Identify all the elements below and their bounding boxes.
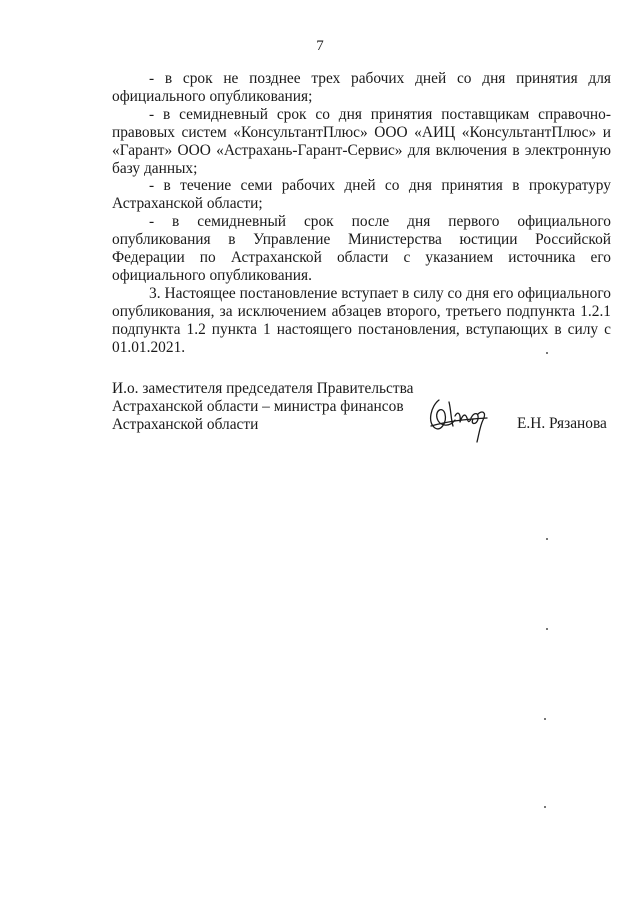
paragraph-entry-into-force: 3. Настоящее постановление вступает в силу со дня его официального опубликования, за исключением абзацев второго, третьего подпункта 1.2.1 подпункта 1.2 пункта 1 настоящего постановления, вступающих в силу с 01.01.2021.	[112, 284, 611, 356]
scan-speck	[546, 538, 548, 540]
paragraph-prosecutor: - в течение семи рабочих дней со дня принятия в прокуратуру Астраханской области;	[112, 177, 611, 213]
signatory-name: Е.Н. Рязанова	[517, 415, 607, 432]
signatory-title	[112, 380, 412, 434]
scan-speck	[546, 352, 548, 354]
paragraph-ministry-of-justice: - в семидневный срок после дня первого официального опубликования в Управление Министерства юстиции Российской Федерации по Астраханской области с указанием источника его официального опубликования.	[112, 213, 611, 284]
paragraph-publication-deadline: - в срок не позднее трех рабочих дней со дня принятия для официального опубликования;	[112, 70, 611, 105]
signatory-title-line: Астраханской области	[112, 415, 259, 433]
scan-speck	[546, 628, 548, 630]
signatory-title-line: И.о. заместителя председателя Правительства	[112, 380, 414, 397]
page-number: 7	[316, 38, 324, 54]
signatory-title-line: Астраханской области – министра финансов	[112, 397, 404, 415]
paragraph-legal-systems: - в семидневный срок со дня принятия поставщикам справочно-правовых систем «КонсультантПлюс» ООО «АИЦ «КонсультантПлюс» и «Гарант» ООО «Астрахань-Гарант-Сервис» для включения в электронную базу данных;	[112, 105, 611, 177]
body-text	[112, 70, 611, 357]
scan-speck	[544, 718, 546, 720]
handwritten-signature	[425, 392, 495, 444]
scan-speck	[544, 806, 546, 808]
